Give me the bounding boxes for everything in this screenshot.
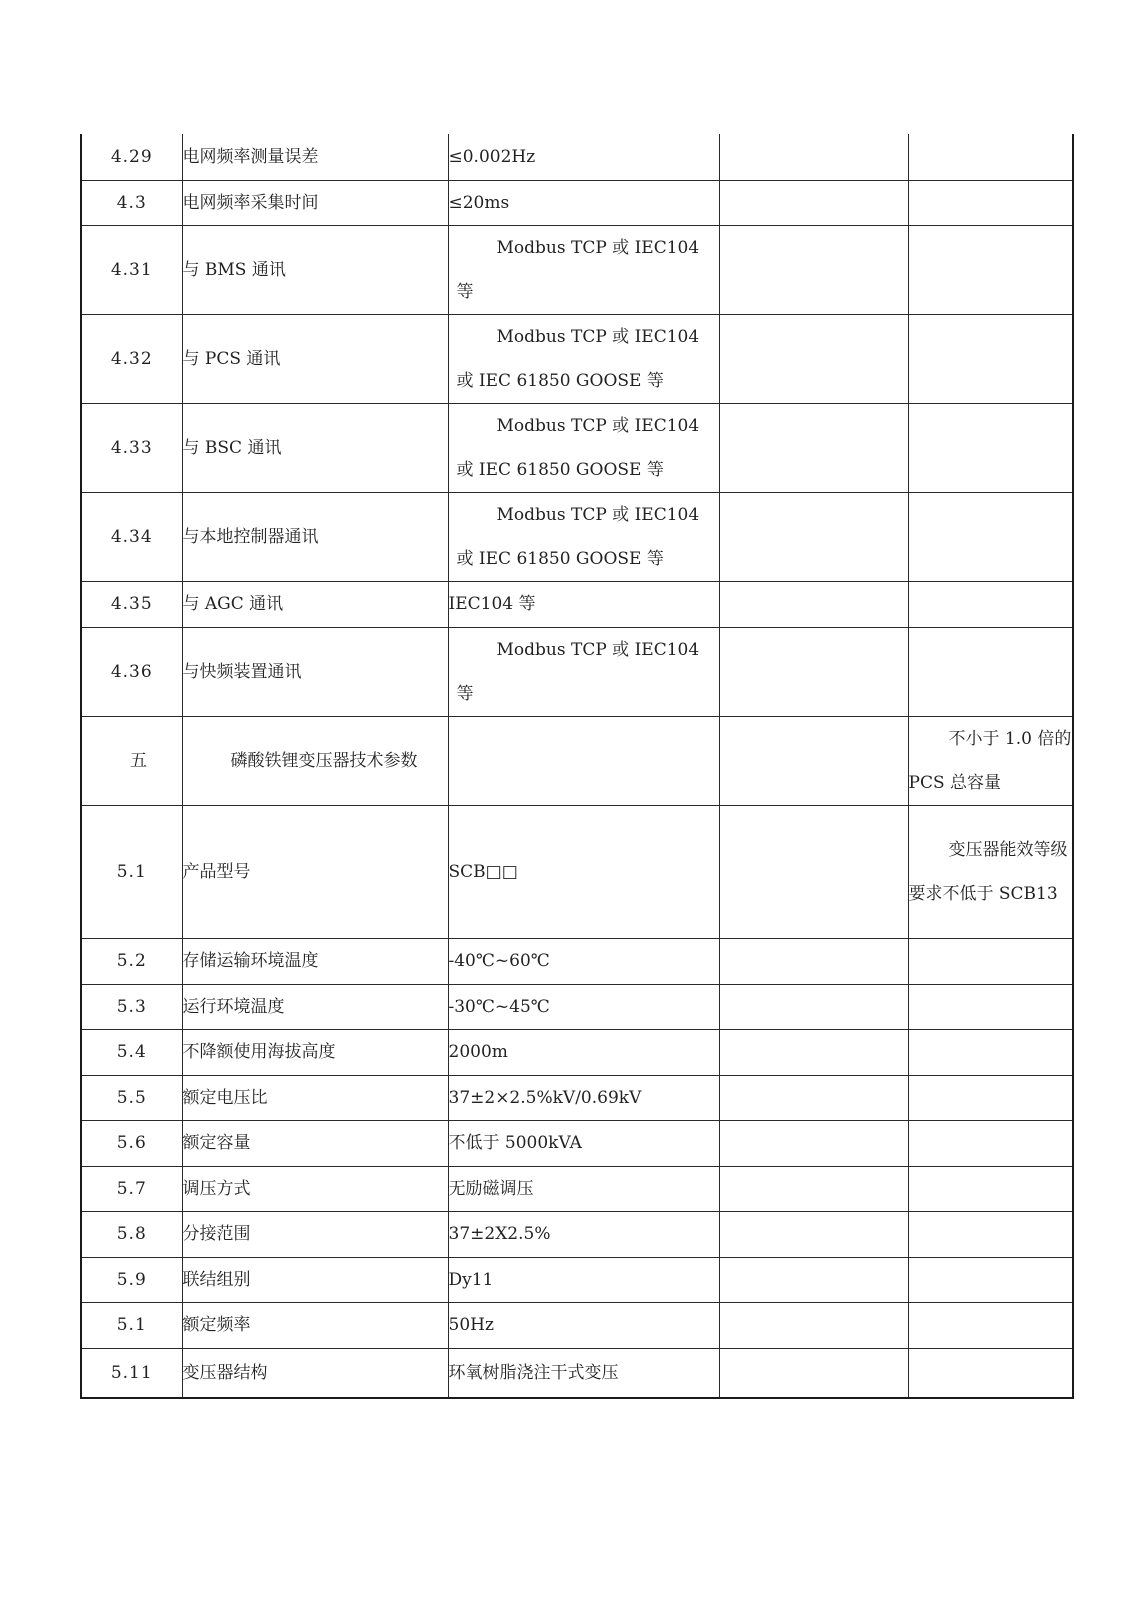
- item-note: [719, 1120, 908, 1166]
- item-note: [719, 225, 908, 314]
- item-remark: [908, 314, 1073, 403]
- table-row: [81, 134, 1073, 180]
- item-number: 5.4: [81, 1029, 182, 1075]
- item-name: 变压器结构: [182, 1348, 448, 1398]
- item-remark: [908, 1029, 1073, 1075]
- item-number: 4.34: [81, 492, 182, 581]
- item-number: 4.31: [81, 225, 182, 314]
- table-row: [81, 1166, 1073, 1211]
- item-remark: [908, 1302, 1073, 1348]
- item-value-line: 或 IEC 61850 GOOSE 等: [456, 459, 664, 480]
- item-remark: [908, 134, 1073, 180]
- table-row: [81, 1120, 1073, 1166]
- table-row: [81, 984, 1073, 1029]
- item-note: [719, 627, 908, 716]
- item-name: 与 AGC 通讯: [182, 581, 448, 627]
- item-number: 4.32: [81, 314, 182, 403]
- table-row: [81, 1302, 1073, 1348]
- item-name: 与快频装置通讯: [182, 627, 448, 716]
- section-title: 磷酸铁锂变压器技术参数: [182, 716, 448, 805]
- item-number: 4.33: [81, 403, 182, 492]
- item-value-line: 等: [456, 281, 474, 302]
- item-value: 37±2×2.5%kV/0.69kV: [448, 1075, 719, 1120]
- item-note: [719, 180, 908, 225]
- item-note: [719, 1302, 908, 1348]
- item-value: IEC104 等: [448, 581, 719, 627]
- item-number: 5.9: [81, 1257, 182, 1302]
- item-value-line: Modbus TCP 或 IEC104: [496, 415, 700, 436]
- item-note: [719, 1029, 908, 1075]
- item-note: [719, 1166, 908, 1211]
- item-note: [719, 581, 908, 627]
- table-row-section: [81, 716, 1073, 805]
- table-row: [81, 1348, 1073, 1398]
- item-name: 与 BMS 通讯: [182, 225, 448, 314]
- item-value: -40℃~60℃: [448, 938, 719, 984]
- item-number: 5.11: [81, 1348, 182, 1398]
- item-value-line: Modbus TCP 或 IEC104: [496, 237, 700, 258]
- item-name: 电网频率测量误差: [182, 134, 448, 180]
- item-name: 产品型号: [182, 805, 448, 938]
- item-value-line: 或 IEC 61850 GOOSE 等: [456, 548, 664, 569]
- item-value: 2000m: [448, 1029, 719, 1075]
- item-value-line: Modbus TCP 或 IEC104: [496, 639, 700, 660]
- item-remark: [908, 1120, 1073, 1166]
- item-remark: [908, 403, 1073, 492]
- table-row: [81, 180, 1073, 225]
- item-remark: [908, 581, 1073, 627]
- item-name: 存储运输环境温度: [182, 938, 448, 984]
- item-name: 不降额使用海拔高度: [182, 1029, 448, 1075]
- item-note: [719, 134, 908, 180]
- item-value-line: Modbus TCP 或 IEC104: [496, 326, 700, 347]
- item-name: 调压方式: [182, 1166, 448, 1211]
- item-value: -30℃~45℃: [448, 984, 719, 1029]
- item-value: [448, 627, 719, 716]
- item-value: 不低于 5000kVA: [448, 1120, 719, 1166]
- item-value: [448, 225, 719, 314]
- item-value-line: 等: [456, 683, 474, 704]
- item-name: 额定容量: [182, 1120, 448, 1166]
- item-value: ≤0.002Hz: [448, 134, 719, 180]
- item-note: [719, 805, 908, 938]
- table-row: [81, 403, 1073, 492]
- item-number: 4.35: [81, 581, 182, 627]
- item-note: [719, 984, 908, 1029]
- item-value: SCB□□: [448, 805, 719, 938]
- item-remark: 变压器能效等级要求不低于 SCB13: [908, 805, 1073, 938]
- item-note: [719, 938, 908, 984]
- item-note: [719, 1211, 908, 1257]
- item-name: 与 BSC 通讯: [182, 403, 448, 492]
- item-number: 4.3: [81, 180, 182, 225]
- item-number: 5.2: [81, 938, 182, 984]
- item-name: 与 PCS 通讯: [182, 314, 448, 403]
- spec-table: [80, 134, 1074, 1399]
- table-row: [81, 627, 1073, 716]
- item-remark: [908, 492, 1073, 581]
- item-note: [719, 1348, 908, 1398]
- item-remark: [908, 938, 1073, 984]
- table-row: [81, 1029, 1073, 1075]
- item-number: 4.36: [81, 627, 182, 716]
- item-value-line: 或 IEC 61850 GOOSE 等: [456, 370, 664, 391]
- item-value: Dy11: [448, 1257, 719, 1302]
- item-name: 联结组别: [182, 1257, 448, 1302]
- table-row: [81, 1211, 1073, 1257]
- item-number: 5.1: [81, 805, 182, 938]
- item-remark: [908, 1075, 1073, 1120]
- table-row: [81, 581, 1073, 627]
- item-number: 5.3: [81, 984, 182, 1029]
- item-note: [719, 1257, 908, 1302]
- table-row: [81, 938, 1073, 984]
- item-note: [719, 1075, 908, 1120]
- item-name: 电网频率采集时间: [182, 180, 448, 225]
- item-value-line: Modbus TCP 或 IEC104: [496, 504, 700, 525]
- table-row: [81, 1075, 1073, 1120]
- item-value: [448, 314, 719, 403]
- item-number: 5.5: [81, 1075, 182, 1120]
- item-name: 分接范围: [182, 1211, 448, 1257]
- item-note: [719, 403, 908, 492]
- item-note: [719, 314, 908, 403]
- item-value: ≤20ms: [448, 180, 719, 225]
- section-number: 五: [81, 716, 182, 805]
- table-row: [81, 314, 1073, 403]
- item-name: 额定电压比: [182, 1075, 448, 1120]
- item-value: 环氧树脂浇注干式变压: [448, 1348, 719, 1398]
- item-value: [448, 716, 719, 805]
- item-number: 5.6: [81, 1120, 182, 1166]
- item-value: [448, 403, 719, 492]
- item-remark: [908, 1348, 1073, 1398]
- item-name: 与本地控制器通讯: [182, 492, 448, 581]
- item-remark: [908, 180, 1073, 225]
- item-value: [448, 492, 719, 581]
- item-remark: [908, 984, 1073, 1029]
- table-row: [81, 225, 1073, 314]
- table-row: [81, 492, 1073, 581]
- table-row: [81, 805, 1073, 938]
- item-number: 5.8: [81, 1211, 182, 1257]
- item-remark: [908, 1257, 1073, 1302]
- item-remark: [908, 627, 1073, 716]
- item-note: [719, 492, 908, 581]
- item-remark: [908, 1166, 1073, 1211]
- item-name: 运行环境温度: [182, 984, 448, 1029]
- item-remark: 不小于 1.0 倍的 PCS 总容量: [908, 716, 1073, 805]
- table-row: [81, 1257, 1073, 1302]
- item-remark: [908, 1211, 1073, 1257]
- item-value: 50Hz: [448, 1302, 719, 1348]
- item-number: 5.1: [81, 1302, 182, 1348]
- item-remark: [908, 225, 1073, 314]
- item-name: 额定频率: [182, 1302, 448, 1348]
- item-value: 37±2X2.5%: [448, 1211, 719, 1257]
- item-note: [719, 716, 908, 805]
- item-number: 4.29: [81, 134, 182, 180]
- item-number: 5.7: [81, 1166, 182, 1211]
- item-value: 无励磁调压: [448, 1166, 719, 1211]
